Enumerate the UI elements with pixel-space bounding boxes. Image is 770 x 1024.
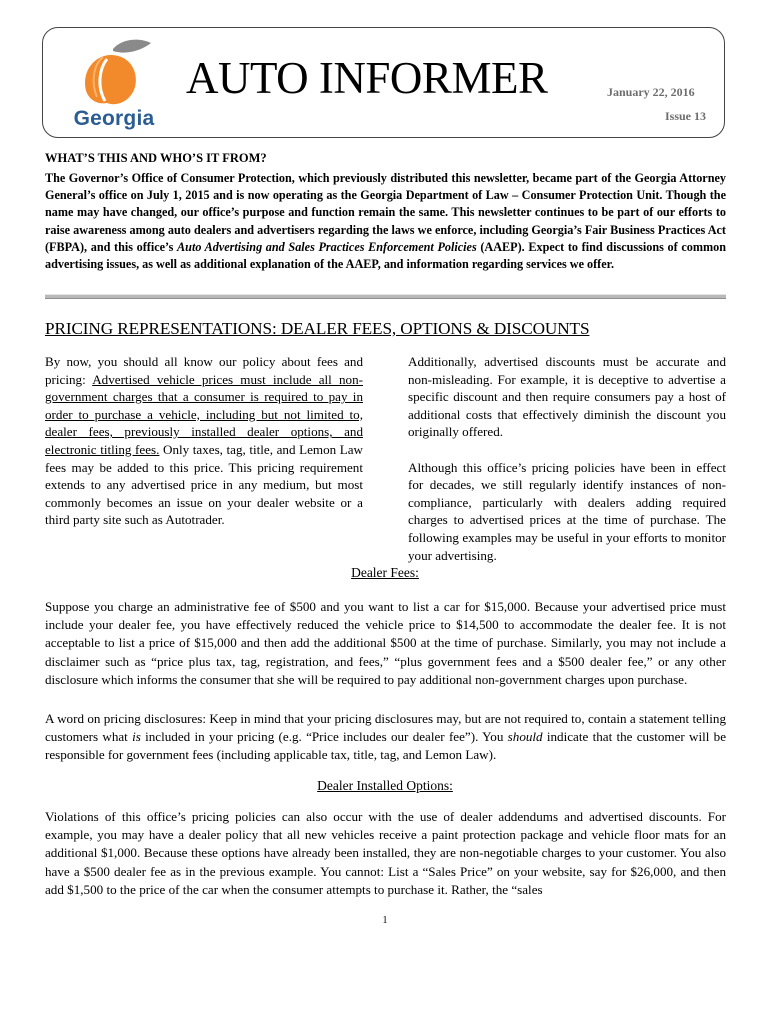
intro-paragraph: The Governor’s Office of Consumer Protection, which previously distributed this newsletter, became part of the Georgia Attorney General’s office on July 1, 2015 and is now operating as the Georgia Department of Law – Consumer Protection Unit. Though the name may have changed, our office’s purpose and function remain the same. This newsletter continues to be part of our efforts to raise awareness among auto dealers and advertisers regarding the laws we enforce, including Georgia’s Fair Business Practices Act (FBPA), and this office’s Auto Advertising and Sales Practices Enforcement Policies (AAEP). Expect to find discussions of common advertising issues, as well as additional explanation of the AAEP, and information regarding services we offer. — [45, 171, 726, 272]
right-paragraph-2: Although this office’s pricing policies have been in effect for decades, we still regularly identify instances of non-compliance, particularly with dealers adding required charges to advertised prices at the time of purchase. The following examples may be useful in your efforts to monitor your advertising. — [408, 459, 726, 563]
right-paragraph-1: Additionally, advertised discounts must be accurate and non-misleading. For example, it is deceptive to advertise a specific discount and then require consumers pay a host of additional costs that effectively diminish the discount you originally offered. — [408, 354, 726, 440]
dealer-fees-paragraph-2: A word on pricing disclosures: Keep in mind that your pricing disclosures may, but are not required to, contain a statement telling customers what is included in your pricing (e.g. “Price includes our dealer fee”). You should indicate that the customer will be responsible for government fees (including applicable tax, title, tag, and Lemon Law). — [45, 711, 727, 763]
intro-heading: WHAT’S THIS AND WHO’S IT FROM? — [45, 151, 267, 165]
masthead — [42, 27, 725, 138]
dealer-options-heading: Dealer Installed Options: — [317, 778, 453, 793]
left-column — [45, 353, 363, 529]
section-heading: PRICING REPRESENTATIONS: DEALER FEES, OPTIONS & DISCOUNTS — [45, 319, 590, 338]
section-divider — [45, 294, 726, 299]
newsletter-title: AUTO INFORMER — [186, 53, 548, 103]
georgia-logo — [59, 35, 207, 129]
page-number: 1 — [382, 915, 388, 926]
dealer-fees-paragraph-1: Suppose you charge an administrative fee of $500 and you want to list a car for $15,000. Because your advertised price must include your dealer fee, you have effectively reduced the vehicle price to $14,500 to accommodate the dealer fee. It is not acceptable to list a price of $15,000 and then add the additional $500 at the time of purchase. Similarly, you may not include a disclaimer such as “price plus tax, tag, registration, and fees,” “plus government fees and a $500 dealer fee,” or any other disclosure which informs the consumer that she will be required to pay additional non-government charges upon purchase. — [45, 599, 726, 687]
leaf-icon — [113, 40, 151, 53]
dealer-fees-heading: Dealer Fees: — [351, 565, 419, 580]
left-paragraph: By now, you should all know our policy about fees and pricing: Advertised vehicle prices must include all non-government charges that a consumer is required to pay in order to purchase a vehicle, including but not limited to, dealer fees, previously installed dealer options, and electronic titling fees. Only taxes, tag, title, and Lemon Law fees may be added to this price. This pricing requirement extends to any advertised price in any medium, but most commonly becomes an issue on your dealer website or a third party site such as Autotrader. — [45, 354, 364, 528]
right-column — [408, 353, 726, 564]
issue-number: Issue 13 — [664, 109, 706, 123]
issue-date: January 22, 2016 — [607, 85, 695, 99]
peach-icon — [59, 35, 169, 107]
dealer-options-paragraph: Violations of this office’s pricing policies can also occur with the use of dealer addendums and advertised discounts. For example, you may have a dealer policy that all new vehicles receive a paint protection package and vehicle floor mats for an additional $1,000. Because these options have already been installed, they are non-negotiable charges to your customer. You also have a $500 dealer fee as in the previous example. You cannot: List a “Sales Price” on your website, say for $26,000, and then add $1,500 to the price of the car when the consumer attempts to purchase it. Rather, the “sales — [45, 809, 726, 897]
logo-wordmark: Georgia — [73, 107, 155, 130]
